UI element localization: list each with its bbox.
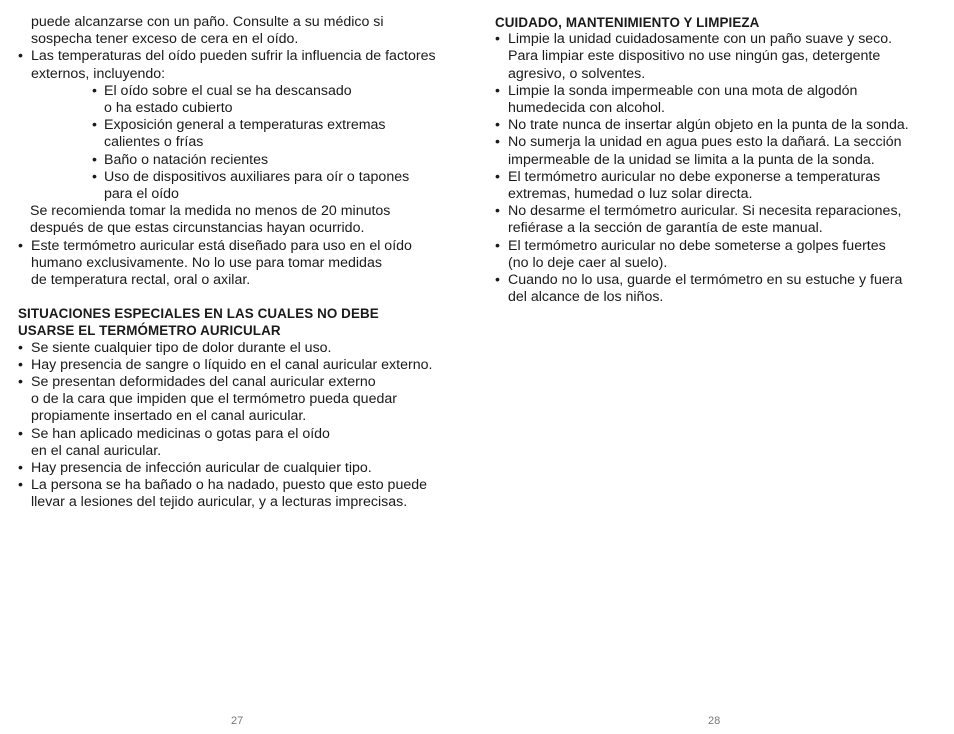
care-item: • Limpie la sonda impermeable con una mota de algodón humedecida con alcohol. [495,83,935,117]
spacer [18,289,458,305]
page-number-right: 28 [708,715,721,727]
situation-item: • La persona se ha bañado o ha nadado, puesto que esto puede llevar a lesiones del tejido auricular, y a lecturas imprecisas. [18,477,458,511]
sub-bullet-item: • Baño o natación recientes [18,152,458,169]
right-page [495,14,935,306]
sub-bullet-item: • El oído sobre el cual se ha descansado o ha estado cubierto [18,83,458,117]
care-item: • El termómetro auricular no debe exponerse a temperaturas extremas, humedad o luz solar directa. [495,169,935,203]
situation-item: • Hay presencia de sangre o líquido en el canal auricular externo. [18,357,458,374]
sub-bullet-item: • Uso de dispositivos auxiliares para oír o tapones para el oído [18,169,458,203]
care-item: • Cuando no lo usa, guarde el termómetro en su estuche y fuera del alcance de los niños. [495,272,935,306]
sub-bullet-item: • Exposición general a temperaturas extremas calientes o frías [18,117,458,151]
situation-item: • Se siente cualquier tipo de dolor durante el uso. [18,340,458,357]
recommendation-paragraph: Se recomienda tomar la medida no menos de 20 minutos después de que estas circunstancias hayan ocurrido. [30,203,391,237]
section-heading-care-maintenance: CUIDADO, MANTENIMIENTO Y LIMPIEZA [495,15,760,30]
section-heading-special-situations: SITUACIONES ESPECIALES EN LAS CUALES NO DEBE USARSE EL TERMÓMETRO AURICULAR [18,306,379,339]
situation-item: • Hay presencia de infección auricular de cualquier tipo. [18,460,458,477]
care-item: • No trate nunca de insertar algún objeto en la punta de la sonda. [495,117,935,134]
page-number-left: 27 [231,715,244,727]
continuation-paragraph: puede alcanzarse con un paño. Consulte a su médico si sospecha tener exceso de cera en el oído. [31,14,384,48]
situation-item: • Se han aplicado medicinas o gotas para el oído en el canal auricular. [18,426,458,460]
left-page [18,14,458,512]
care-item: • No desarme el termómetro auricular. Si necesita reparaciones, refiérase a la sección de garantía de este manual. [495,203,935,237]
care-item: • Limpie la unidad cuidadosamente con un paño suave y seco. Para limpiar este dispositivo no use ningún gas, detergente agresivo, o solventes. [495,31,935,83]
bullet-external-factors: • Las temperaturas del oído pueden sufrir la influencia de factores externos, incluyendo: [18,48,458,82]
situation-item: • Se presentan deformidades del canal auricular externo o de la cara que impiden que el termómetro pueda quedar propiamente insertado en el canal auricular. [18,374,458,426]
care-item: • No sumerja la unidad en agua pues esto la dañará. La sección impermeable de la unidad se limita a la punta de la sonda. [495,134,935,168]
bullet-human-ear-only: • Este termómetro auricular está diseñado para uso en el oído humano exclusivamente. No lo use para tomar medidas de temperatura rectal, oral o axilar. [18,238,458,290]
care-item: • El termómetro auricular no debe someterse a golpes fuertes (no lo deje caer al suelo). [495,238,935,272]
